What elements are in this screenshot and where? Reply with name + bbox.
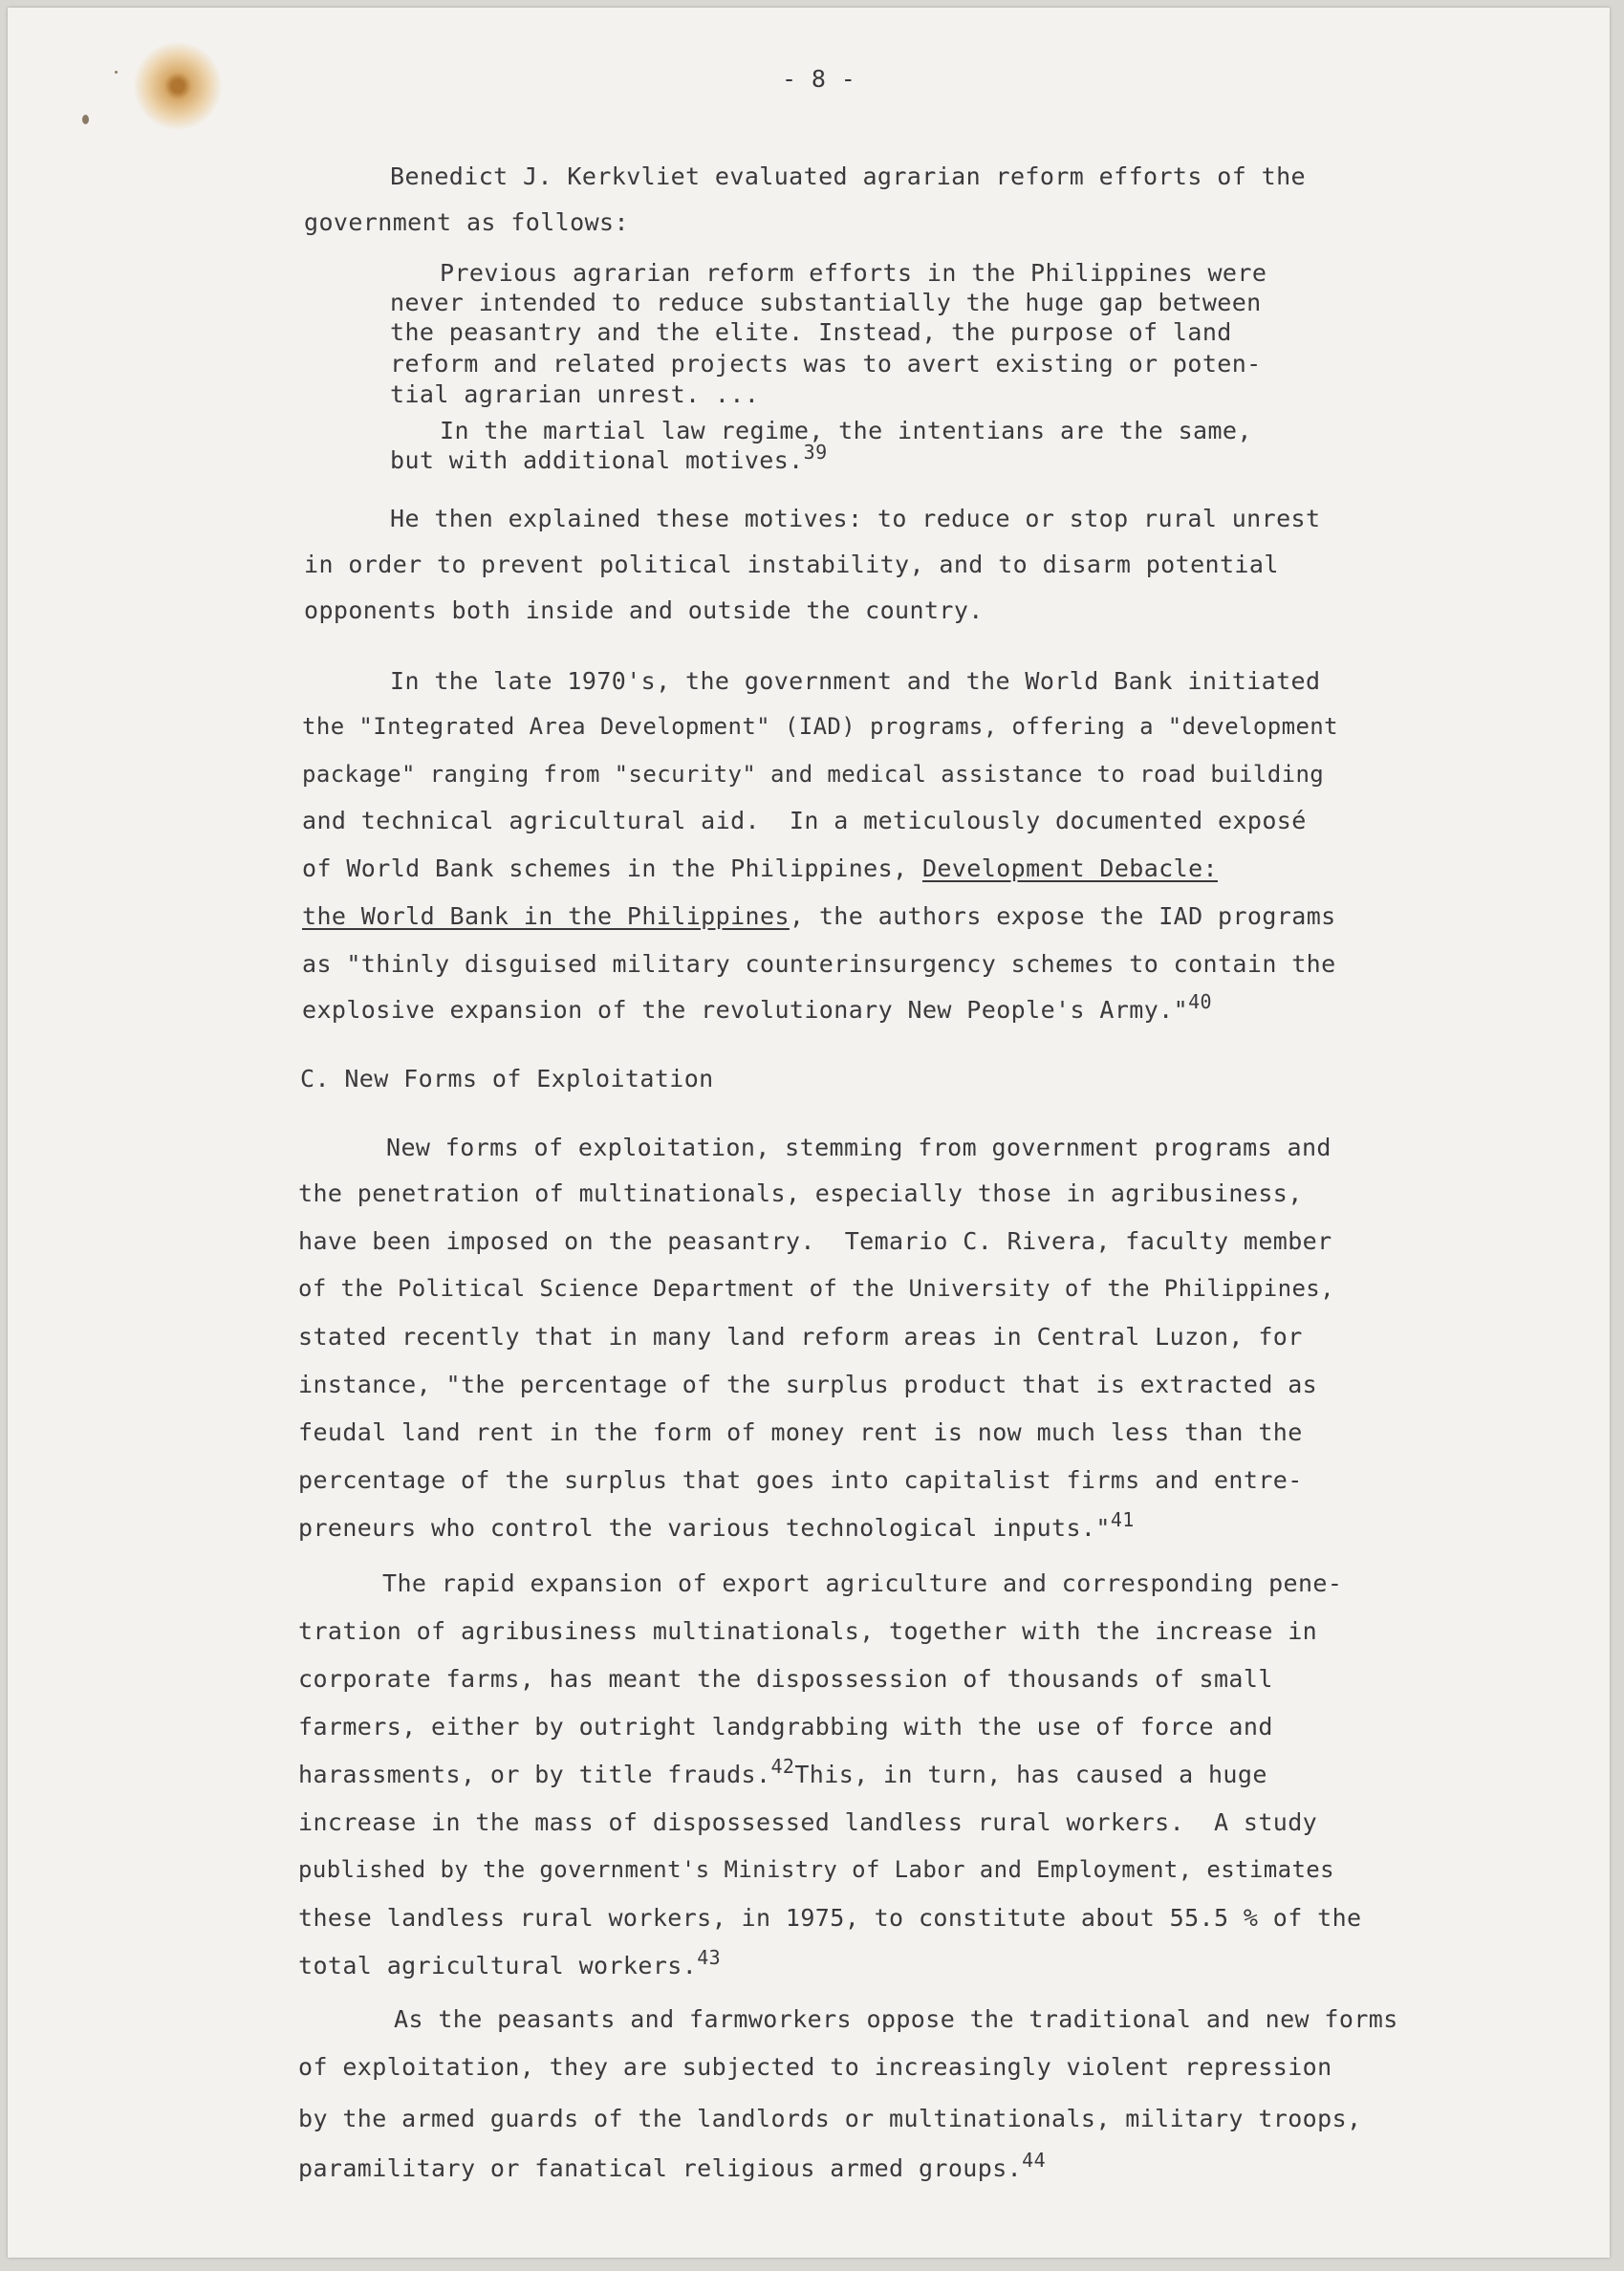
- paragraph-line: [298, 1942, 721, 1990]
- paragraph-line: [302, 893, 1336, 941]
- paragraph-line: [298, 1504, 1135, 1552]
- quote-line: In the martial law regime, the intentians are the same,: [440, 417, 1252, 444]
- paragraph-line: farmers, either by outright landgrabbing with the use of force and: [298, 1713, 1273, 1741]
- footnote-ref: 40: [1188, 990, 1212, 1013]
- paragraph-line: by the armed guards of the landlords or multinationals, military troops,: [298, 2105, 1362, 2132]
- ink-speck: [82, 115, 89, 124]
- paragraph-line: published by the government's Ministry of Labor and Employment, estimates: [298, 1856, 1334, 1883]
- paragraph-line: these landless rural workers, in 1975, to constitute about 55.5 % of the: [298, 1904, 1362, 1932]
- line-text: preneurs who control the various technological inputs.": [298, 1514, 1111, 1542]
- paragraph-line: percentage of the surplus that goes into capitalist firms and entre-: [298, 1466, 1303, 1494]
- paragraph-line: government as follows:: [304, 208, 629, 236]
- quote-line: reform and related projects was to avert existing or poten-: [390, 350, 1262, 378]
- ink-speck: [115, 71, 118, 74]
- paragraph-line: As the peasants and farmworkers oppose the traditional and new forms: [394, 2005, 1398, 2033]
- quote-line: tial agrarian unrest. ...: [390, 380, 760, 408]
- paragraph-line: the "Integrated Area Development" (IAD) programs, offering a "development: [302, 713, 1338, 740]
- quote-line: the peasantry and the elite. Instead, the purpose of land: [390, 318, 1232, 346]
- paragraph-line: [298, 1751, 1267, 1799]
- paragraph-line: increase in the mass of dispossessed landless rural workers. A study: [298, 1808, 1318, 1836]
- line-text: explosive expansion of the revolutionary New People's Army.": [302, 996, 1189, 1024]
- book-title: Development Debacle:: [921, 854, 1218, 882]
- book-title: the World Bank in the Philippines: [302, 902, 790, 930]
- line-text: of World Bank schemes in the Philippines,: [302, 854, 922, 882]
- paragraph-line: corporate farms, has meant the dispossession of thousands of small: [298, 1665, 1273, 1693]
- paragraph-line: instance, "the percentage of the surplus product that is extracted as: [298, 1371, 1318, 1398]
- paragraph-line: in order to prevent political instability, and to disarm potential: [304, 551, 1279, 578]
- footnote-ref: 42: [770, 1755, 795, 1778]
- footnote-ref: 39: [803, 441, 828, 464]
- paragraph-line: [302, 845, 1218, 893]
- paragraph-line: [302, 986, 1212, 1034]
- footnote-ref: 41: [1110, 1508, 1135, 1531]
- line-text: harassments, or by title frauds.: [298, 1761, 771, 1788]
- paragraph-line: stated recently that in many land reform areas in Central Luzon, for: [298, 1323, 1303, 1351]
- section-heading: C. New Forms of Exploitation: [300, 1065, 714, 1092]
- paragraph-line: New forms of exploitation, stemming from government programs and: [386, 1134, 1332, 1161]
- rust-stain: [134, 42, 222, 130]
- paragraph-line: the penetration of multinationals, especially those in agribusiness,: [298, 1179, 1303, 1207]
- paragraph-line: have been imposed on the peasantry. Temario C. Rivera, faculty member: [298, 1227, 1332, 1255]
- paragraph-line: of exploitation, they are subjected to increasingly violent repression: [298, 2053, 1332, 2081]
- quote-line-text: but with additional motives.: [390, 446, 804, 474]
- document-page: [8, 8, 1610, 2258]
- footnote-ref: 44: [1022, 2149, 1047, 2172]
- footnote-ref: 43: [697, 1946, 722, 1969]
- paragraph-line: and technical agricultural aid. In a meticulously documented exposé: [302, 807, 1307, 834]
- paragraph-line: of the Political Science Department of the University of the Philippines,: [298, 1275, 1334, 1302]
- paragraph-line: feudal land rent in the form of money rent is now much less than the: [298, 1418, 1303, 1446]
- quote-line: never intended to reduce substantially the huge gap between: [390, 289, 1262, 316]
- line-text: This, in turn, has caused a huge: [794, 1761, 1267, 1788]
- line-text: the authors expose the IAD programs: [818, 902, 1336, 930]
- paragraph-line: The rapid expansion of export agriculture and corresponding pene-: [382, 1569, 1343, 1597]
- paragraph-line: package" ranging from "security" and medical assistance to road building: [302, 761, 1325, 788]
- paragraph-line: In the late 1970's, the government and the World Bank initiated: [390, 667, 1321, 695]
- quote-line: [390, 441, 828, 476]
- line-text: total agricultural workers.: [298, 1952, 698, 1979]
- page-number: - 8 -: [782, 65, 856, 93]
- line-text: paramilitary or fanatical religious armed groups.: [298, 2154, 1023, 2182]
- paragraph-line: tration of agribusiness multinationals, together with the increase in: [298, 1617, 1318, 1645]
- paragraph-line: Benedict J. Kerkvliet evaluated agrarian reform efforts of the: [390, 162, 1306, 190]
- quote-line: Previous agrarian reform efforts in the Philippines were: [440, 259, 1267, 287]
- paragraph-line: [298, 2145, 1046, 2193]
- punctuation: ,: [789, 902, 805, 930]
- paragraph-line: opponents both inside and outside the country.: [304, 596, 984, 624]
- paragraph-line: as "thinly disguised military counterinsurgency schemes to contain the: [302, 950, 1336, 978]
- paragraph-line: He then explained these motives: to reduce or stop rural unrest: [390, 505, 1321, 532]
